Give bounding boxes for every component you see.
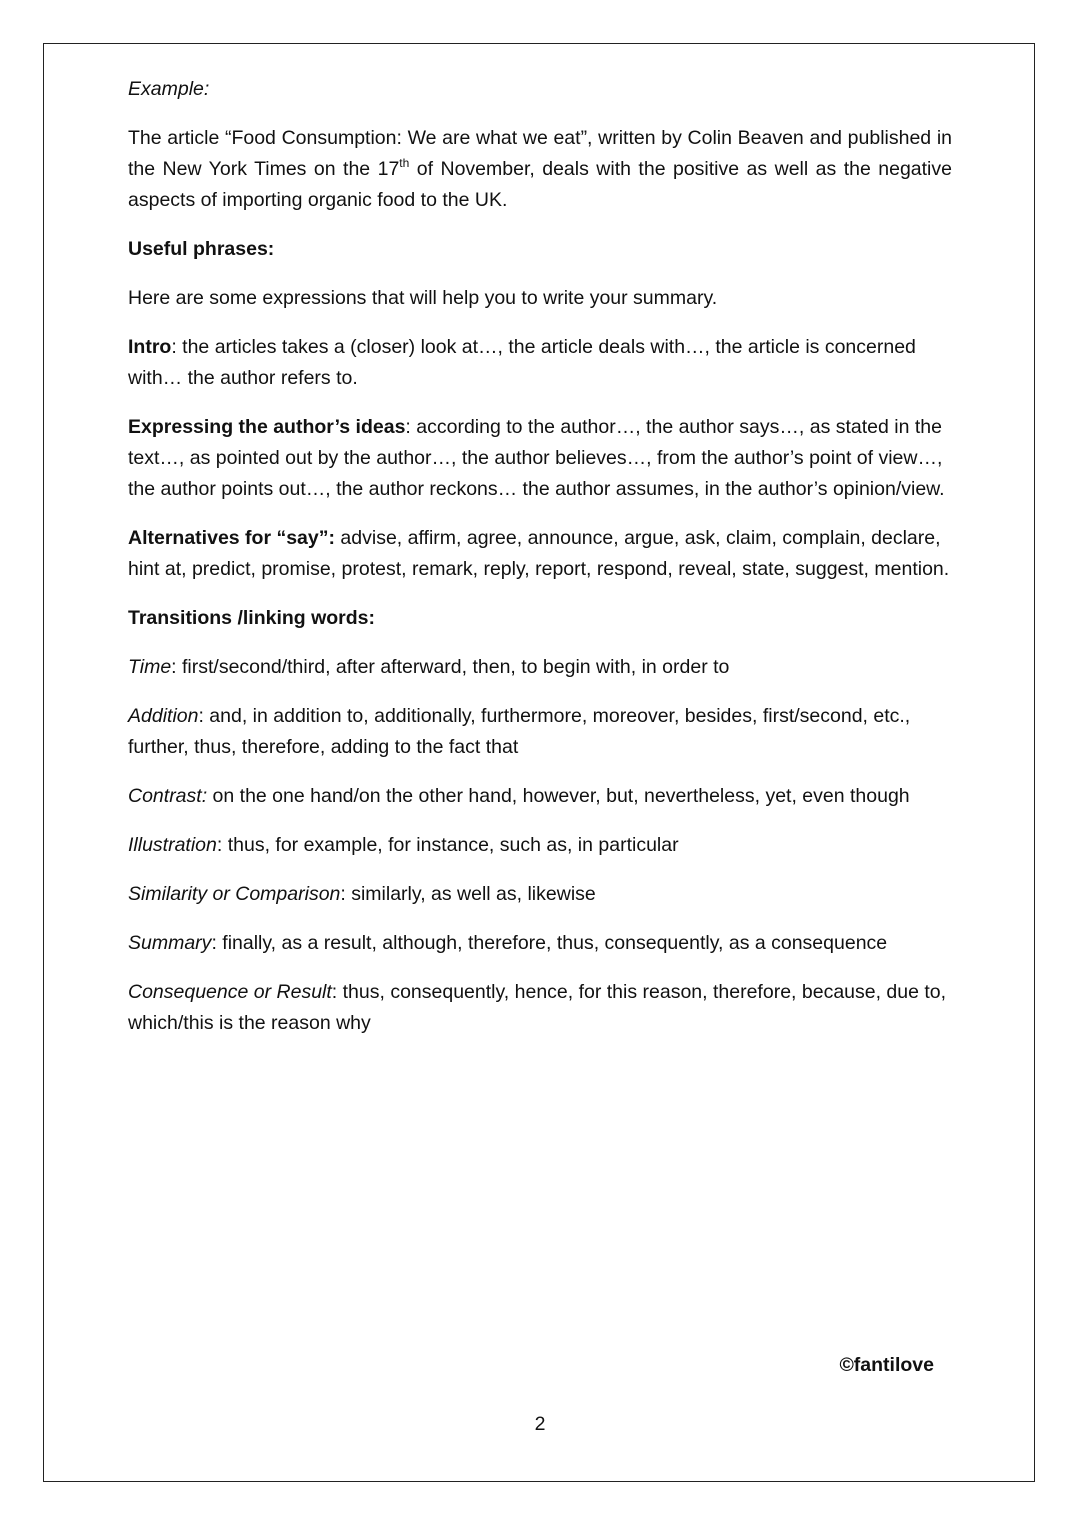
example-text-part-1: The article “Food Consumption: We are what we eat”, written by Colin Beaven and published in the New York Times on the 17 xyxy=(128,127,952,180)
category-label: Alternatives for “say”: xyxy=(128,527,335,549)
category-authors-ideas xyxy=(128,412,952,505)
transition-text: : finally, as a result, although, therefore, thus, consequently, as a consequence xyxy=(211,932,888,954)
transition-illustration xyxy=(128,830,952,861)
transition-text: on the one hand/on the other hand, however, but, nevertheless, yet, even though xyxy=(207,785,910,807)
transition-consequence xyxy=(128,977,952,1039)
useful-phrases-heading: Useful phrases: xyxy=(128,238,275,260)
page-number: 2 xyxy=(534,1413,546,1435)
example-text-part-2: of November, deals with the positive as well as the negative aspects of importing organic food to the UK. xyxy=(128,158,952,211)
copyright-notice: ©fantilove xyxy=(839,1354,934,1376)
ordinal-suffix: th xyxy=(399,156,410,170)
transition-similarity xyxy=(128,879,952,910)
example-paragraph xyxy=(128,123,952,216)
category-say-alternatives xyxy=(128,523,952,585)
transition-label: Time xyxy=(128,656,172,678)
transition-label: Similarity or Comparison xyxy=(128,883,341,905)
category-text: : the articles takes a (closer) look at…, the article deals with…, the article is concerned with… the author refers to. xyxy=(128,336,916,389)
example-heading: Example: xyxy=(128,78,210,100)
useful-phrases-intro: Here are some expressions that will help you to write your summary. xyxy=(128,287,718,309)
document-body xyxy=(128,74,952,1057)
transition-text: : thus, for example, for instance, such as, in particular xyxy=(216,834,679,856)
transition-addition xyxy=(128,701,952,763)
category-text: : according to the author…, the author says…, as stated in the text…, as pointed out by the author…, the author believes…, from the author’s point of view…, the author points out…, the author reckons… the author assumes, in the author’s opinion/view. xyxy=(128,416,945,500)
category-label: Expressing the author’s ideas xyxy=(128,416,406,438)
category-text: advise, affirm, agree, announce, argue, ask, claim, complain, declare, hint at, predict, promise, protest, remark, reply, report, respond, reveal, state, suggest, mention. xyxy=(128,527,950,580)
transition-text: : and, in addition to, additionally, furthermore, moreover, besides, first/second, etc., further, thus, therefore, adding to the fact that xyxy=(128,705,911,758)
category-intro xyxy=(128,332,952,394)
transition-text: : thus, consequently, hence, for this reason, therefore, because, due to, which/this is the reason why xyxy=(128,981,947,1034)
transition-contrast xyxy=(128,781,952,812)
transition-label: Illustration xyxy=(128,834,217,856)
transition-label: Consequence or Result xyxy=(128,981,332,1003)
transition-text: : similarly, as well as, likewise xyxy=(340,883,596,905)
transition-summary xyxy=(128,928,952,959)
transition-time xyxy=(128,652,952,683)
transition-label: Addition xyxy=(128,705,199,727)
transition-text: : first/second/third, after afterward, then, to begin with, in order to xyxy=(171,656,730,678)
transition-label: Summary xyxy=(128,932,212,954)
transitions-heading: Transitions /linking words: xyxy=(128,607,376,629)
category-label: Intro xyxy=(128,336,172,358)
transition-label: Contrast: xyxy=(128,785,208,807)
